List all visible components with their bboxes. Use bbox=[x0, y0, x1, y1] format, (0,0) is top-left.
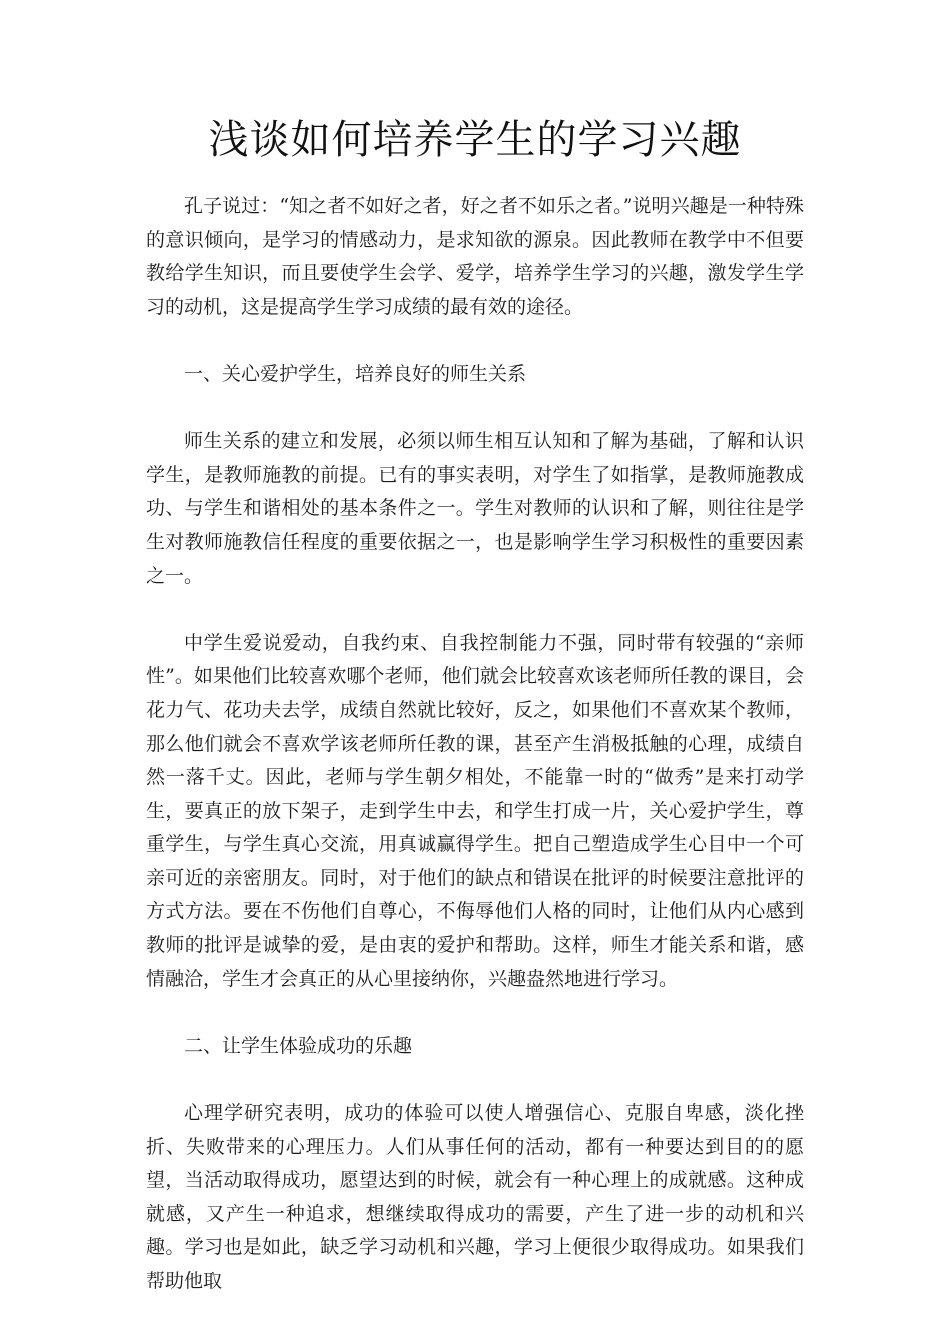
paragraph-spacer bbox=[146, 392, 804, 426]
paragraph-spacer bbox=[146, 1063, 804, 1097]
paragraph-spacer bbox=[146, 324, 804, 358]
section-1-heading: 一、关心爱护学生，培养良好的师生关系 bbox=[184, 362, 527, 385]
paragraph-spacer bbox=[146, 996, 804, 1030]
section-1-paragraph-2: 中学生爱说爱动，自我约束、自我控制能力不强，同时带有较强的“亲师性”。如果他们比较喜欢哪个老师，他们就会比较喜欢该老师所任教的课目，会花力气、花功夫去学，成绩自然就比较好，反之，如果他们不喜欢某个教师，那么他们就会不喜欢学该老师所任教的课，甚至产生消极抵触的心理，成绩自然一落千丈。因此，老师与学生朝夕相处，不能靠一时的“做秀”是来打动学生，要真正的放下架子，走到学生中去，和学生打成一片，关心爱护学生，尊重学生，与学生真心交流，用真诚赢得学生。把自己塑造成学生心目中一个可亲可近的亲密朋友。同时，对于他们的缺点和错误在批评的时候要注意批评的方式方法。要在不伤他们自尊心，不侮辱他们人格的同时，让他们从内心感到教师的批评是诚挚的爱，是由衷的爱护和帮助。这样，师生才能关系和谐，感情融洽，学生才会真正的从心里接纳你，兴趣盎然地进行学习。 bbox=[146, 631, 804, 990]
section-2-paragraph-1: 心理学研究表明，成功的体验可以使人增强信心、克服自卑感，淡化挫折、失败带来的心理压力。人们从事任何的活动，都有一种要达到目的的愿望，当活动取得成功，愿望达到的时候，就会有一种心理上的成就感。这种成就感，又产生一种追求，想继续取得成功的需要，产生了进一步的动机和兴趣。学习也是如此，缺乏学习动机和兴趣，学习上便很少取得成功。如果我们帮助他取 bbox=[146, 1102, 804, 1292]
section-1-paragraph-1: 师生关系的建立和发展，必须以师生相互认知和了解为基础，了解和认识学生，是教师施教的前提。已有的事实表明，对学生了如指掌，是教师施教成功、与学生和谐相处的基本条件之一。学生对教师的认识和了解，则往往是学生对教师施教信任程度的重要依据之一，也是影响学生学习积极性的重要因素之一。 bbox=[146, 430, 804, 587]
document-body bbox=[146, 190, 804, 1299]
document-title: 浅谈如何培养学生的学习兴趣 bbox=[208, 117, 742, 163]
intro-paragraph: 孔子说过：“知之者不如好之者，好之者不如乐之者。”说明兴趣是一种特殊的意识倾向，是学习的情感动力，是求知欲的源泉。因此教师在教学中不但要教给学生知识，而且要使学生会学、爱学，培养学生学习的兴趣，激发学生学习的动机，这是提高学生学习成绩的最有效的途径。 bbox=[146, 195, 804, 318]
section-2-heading: 二、让学生体验成功的乐趣 bbox=[184, 1034, 413, 1057]
paragraph-spacer bbox=[146, 593, 804, 627]
